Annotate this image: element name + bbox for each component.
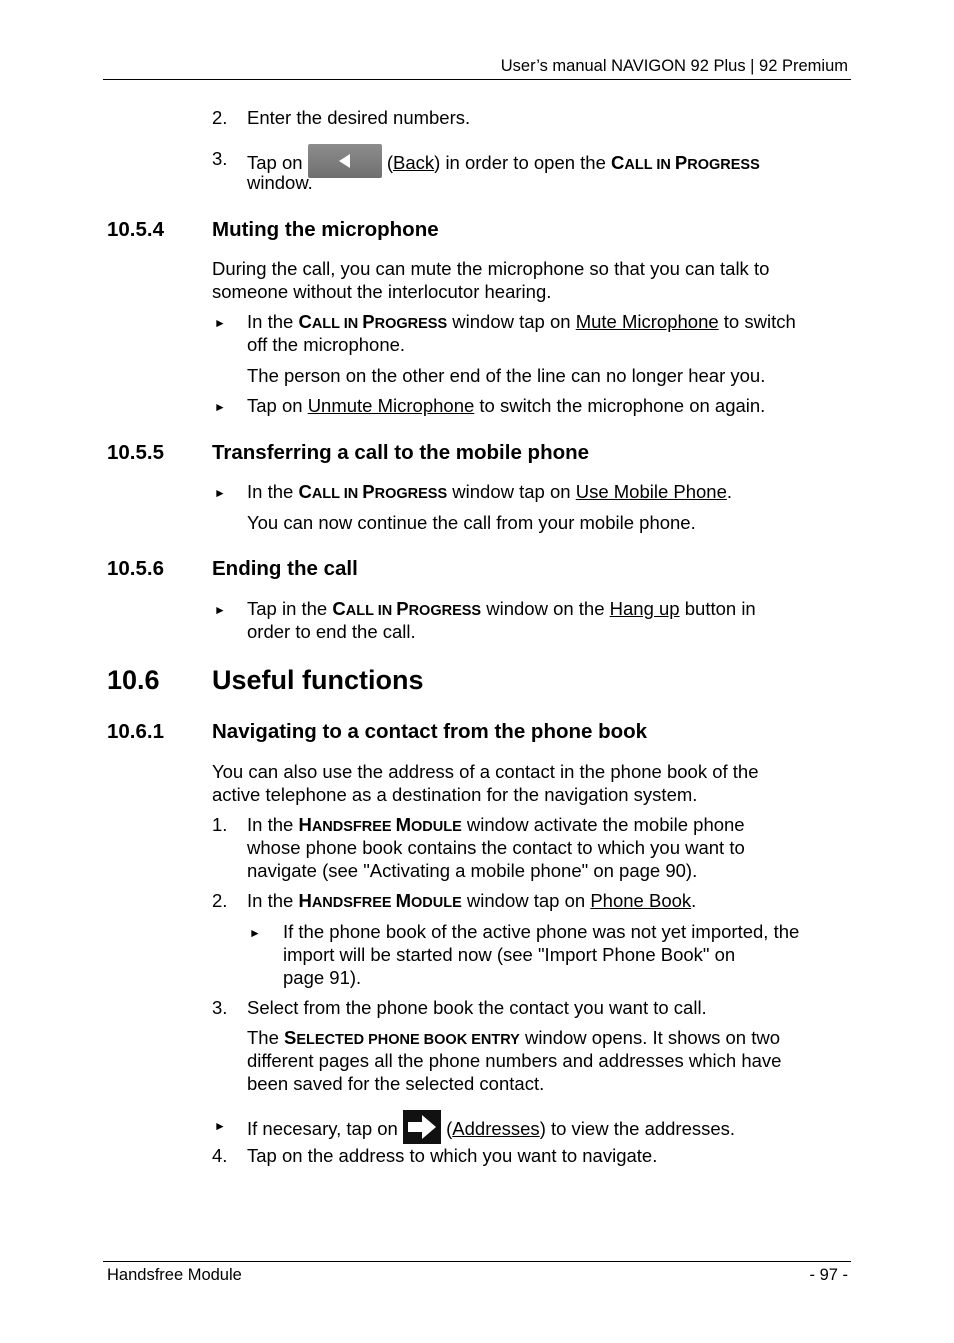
paragraph: During the call, you can mute the microphone so that you can talk to bbox=[212, 258, 770, 279]
footer-rule bbox=[103, 1261, 851, 1262]
back-arrow-icon bbox=[308, 144, 382, 178]
back-button-image bbox=[308, 144, 382, 178]
mute-microphone-link: Mute Microphone bbox=[575, 311, 719, 332]
paragraph: active telephone as a destination for the navigation system. bbox=[212, 784, 698, 805]
page-number: - 97 - bbox=[809, 1266, 848, 1284]
window-name: CALL IN PROGRESS bbox=[298, 481, 448, 502]
note-text: different pages all the phone numbers and addresses which have bbox=[247, 1050, 782, 1071]
step-text: In the HANDSFREE MODULE window activate the mobile phone bbox=[247, 814, 745, 835]
paragraph: You can also use the address of a contact in the phone book of the bbox=[212, 761, 759, 782]
note-text: You can now continue the call from your mobile phone. bbox=[247, 512, 696, 533]
bullet-text: If necesary, tap on (Addresses) to view the addresses. bbox=[247, 1113, 735, 1147]
header-rule bbox=[103, 79, 851, 80]
footer-chapter: Handsfree Module bbox=[107, 1266, 242, 1284]
window-name: HANDSFREE MODULE bbox=[298, 890, 462, 911]
bullet-icon: ► bbox=[214, 316, 226, 330]
step-number: 3. bbox=[212, 148, 228, 169]
bullet-icon: ► bbox=[249, 926, 261, 940]
section-number: 10.6.1 bbox=[107, 720, 164, 743]
step-text: Tap on (Back) in order to open the CALL IN PROGRESS bbox=[247, 147, 760, 181]
window-name: SELECTED PHONE BOOK ENTRY bbox=[284, 1027, 520, 1048]
section-title: Muting the microphone bbox=[212, 218, 439, 241]
step-text: whose phone book contains the contact to which you want to bbox=[247, 837, 745, 858]
bullet-text: Tap on Unmute Microphone to switch the microphone on again. bbox=[247, 395, 766, 416]
addresses-button-image bbox=[403, 1110, 441, 1144]
bullet-text: In the CALL IN PROGRESS window tap on Mute Microphone to switch bbox=[247, 311, 796, 332]
note-text: been saved for the selected contact. bbox=[247, 1073, 545, 1094]
window-name: CALL IN PROGRESS bbox=[611, 151, 760, 173]
note-text: The person on the other end of the line can no longer hear you. bbox=[247, 365, 766, 386]
header-title: User’s manual NAVIGON 92 Plus | 92 Premium bbox=[500, 57, 848, 75]
step-number: 3. bbox=[212, 997, 228, 1018]
unmute-microphone-link: Unmute Microphone bbox=[307, 395, 475, 416]
window-name: CALL IN PROGRESS bbox=[298, 311, 448, 332]
bullet-icon: ► bbox=[214, 486, 226, 500]
bullet-text: In the CALL IN PROGRESS window tap on Use Mobile Phone. bbox=[247, 481, 733, 502]
section-number: 10.5.4 bbox=[107, 218, 164, 241]
step-text: window. bbox=[247, 172, 313, 193]
section-title: Navigating to a contact from the phone book bbox=[212, 720, 648, 743]
step-text: Enter the desired numbers. bbox=[247, 107, 471, 128]
chapter-number: 10.6 bbox=[107, 665, 160, 695]
paragraph: someone without the interlocutor hearing. bbox=[212, 281, 552, 302]
right-arrow-icon bbox=[403, 1110, 441, 1144]
section-title: Transferring a call to the mobile phone bbox=[212, 441, 590, 464]
window-name: HANDSFREE MODULE bbox=[298, 814, 462, 835]
step-number: 2. bbox=[212, 890, 228, 911]
section-title: Ending the call bbox=[212, 557, 358, 580]
bullet-text: off the microphone. bbox=[247, 334, 406, 355]
step-text: Select from the phone book the contact you want to call. bbox=[247, 997, 707, 1018]
step-text: Tap on the address to which you want to navigate. bbox=[247, 1145, 658, 1166]
phone-book-link: Phone Book bbox=[590, 890, 692, 911]
step-number: 1. bbox=[212, 814, 228, 835]
sub-bullet-text: page 91). bbox=[283, 967, 362, 988]
step-text: In the HANDSFREE MODULE window tap on Phone Book. bbox=[247, 890, 697, 911]
section-number: 10.5.5 bbox=[107, 441, 164, 464]
bullet-text: order to end the call. bbox=[247, 621, 416, 642]
step-number: 4. bbox=[212, 1145, 228, 1166]
bullet-icon: ► bbox=[214, 603, 226, 617]
window-name: CALL IN PROGRESS bbox=[332, 598, 482, 619]
bullet-icon: ► bbox=[214, 400, 226, 414]
section-number: 10.5.6 bbox=[107, 557, 164, 580]
chapter-title: Useful functions bbox=[212, 665, 424, 695]
back-link: Back bbox=[393, 151, 435, 173]
use-mobile-phone-link: Use Mobile Phone bbox=[575, 481, 727, 502]
sub-bullet-text: If the phone book of the active phone was not yet imported, the bbox=[283, 921, 800, 942]
note-text: The SELECTED PHONE BOOK ENTRY window opens. It shows on two bbox=[247, 1027, 780, 1048]
step-text: navigate (see "Activating a mobile phone" on page 90). bbox=[247, 860, 698, 881]
bullet-icon: ► bbox=[214, 1119, 226, 1133]
step-number: 2. bbox=[212, 107, 228, 128]
sub-bullet-text: import will be started now (see "Import Phone Book" on bbox=[283, 944, 736, 965]
hang-up-link: Hang up bbox=[609, 598, 680, 619]
addresses-link: Addresses bbox=[452, 1117, 540, 1139]
bullet-text: Tap in the CALL IN PROGRESS window on the Hang up button in bbox=[247, 598, 756, 619]
